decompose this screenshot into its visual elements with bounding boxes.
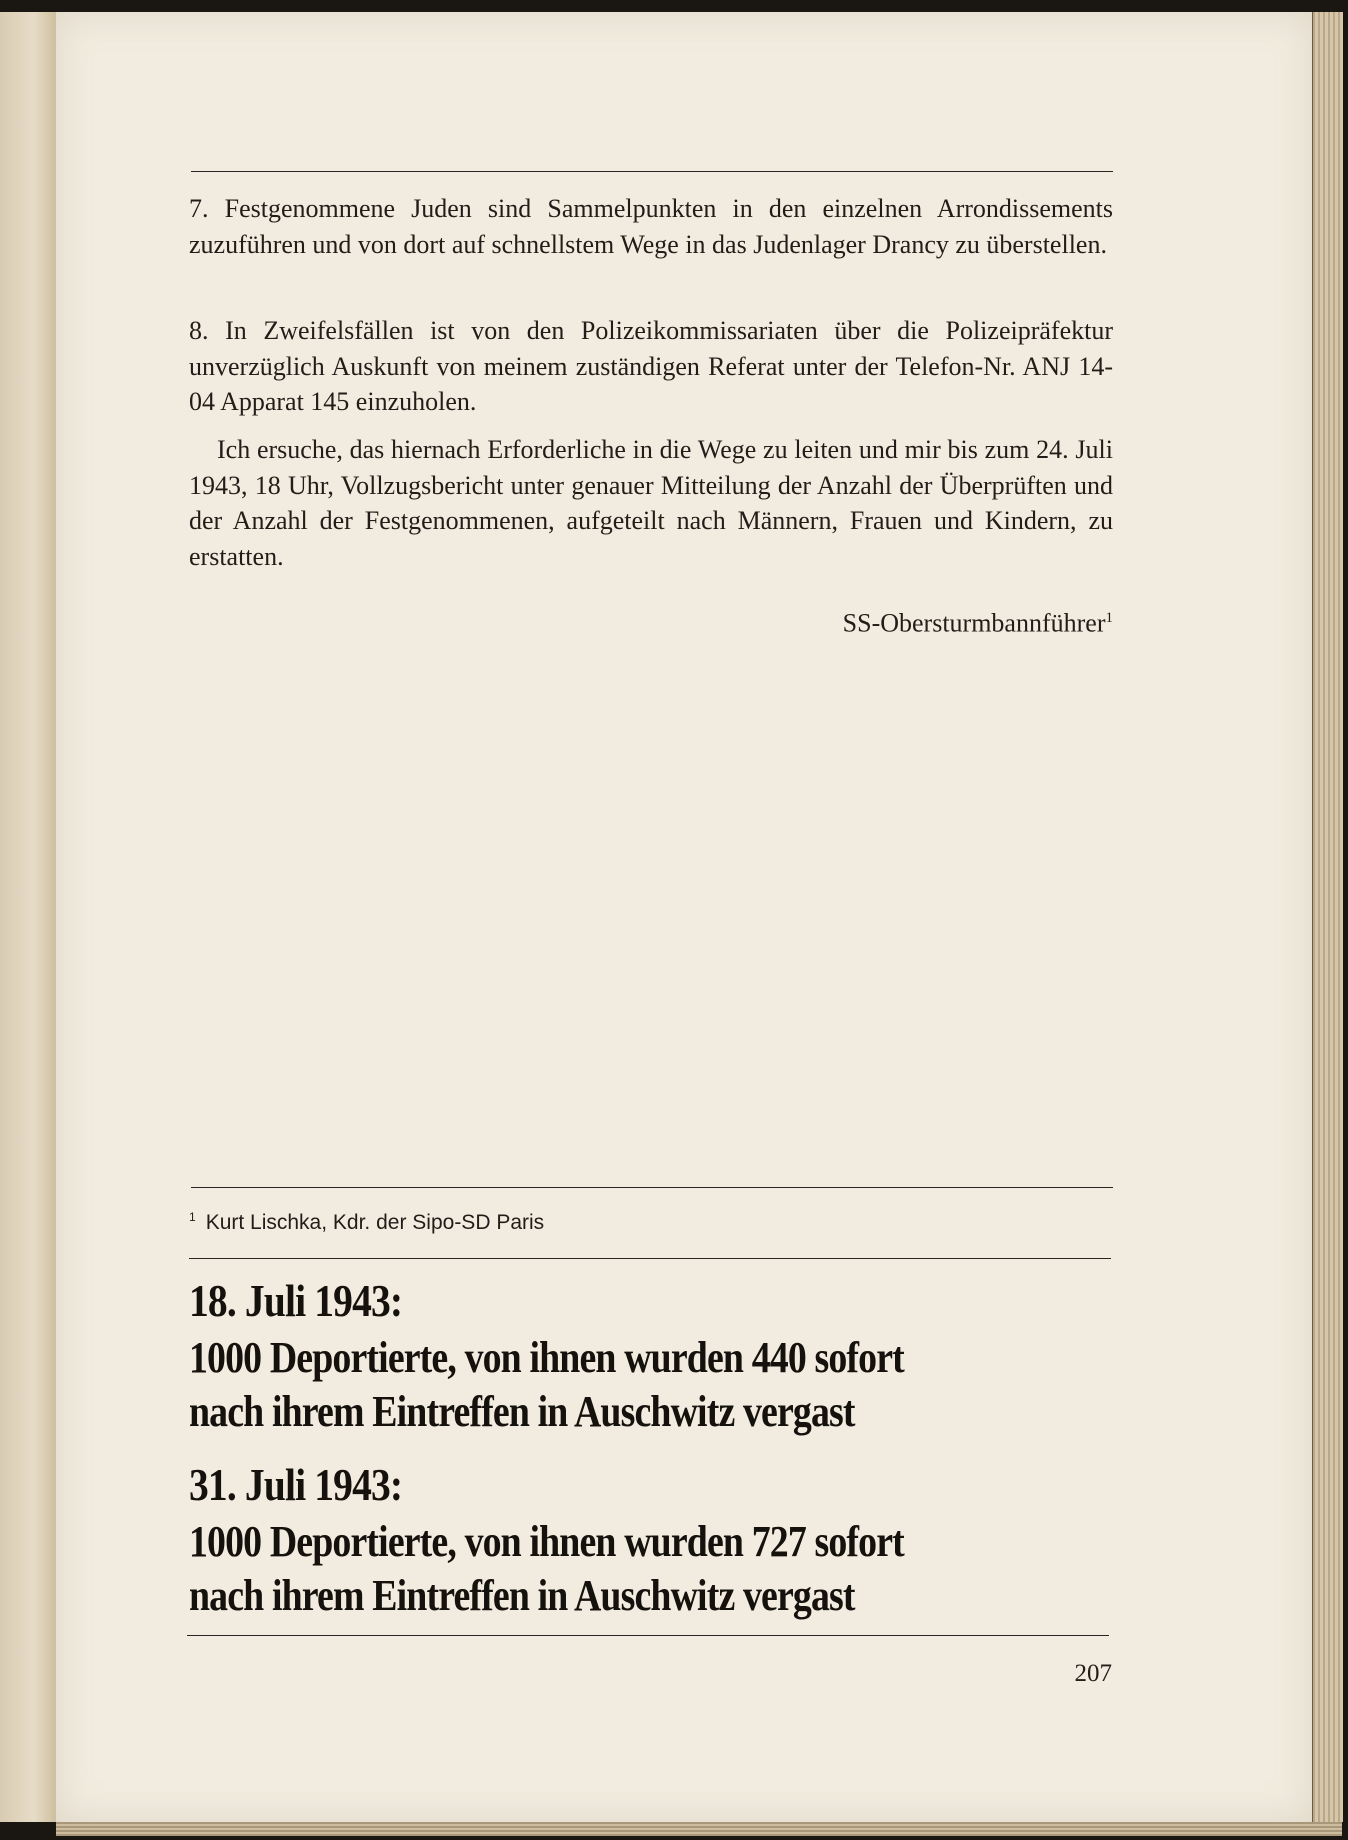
signature <box>189 601 1113 641</box>
event-line: nach ihrem Eintreffen in Auschwitz vergast <box>189 1387 855 1436</box>
headline-top-rule <box>189 1258 1111 1259</box>
headline-bottom-rule <box>187 1635 1109 1636</box>
event-18-july <box>189 1275 984 1439</box>
page-number: 207 <box>1074 1660 1112 1687</box>
paragraph-7-text: 7. Festgenommene Juden sind Sammelpunkten in den einzelnen Arrondissements zuzuführen und von dort auf schnellstem Wege in das Judenlager Drancy zu überstellen. <box>189 194 1113 259</box>
event-line: 1000 Deportierte, von ihnen wurden 727 sofort <box>189 1517 904 1566</box>
event-line: nach ihrem Eintreffen in Auschwitz vergast <box>189 1571 855 1620</box>
signature-text: SS-Obersturmbannführer <box>842 608 1106 638</box>
signature-footnote-mark: 1 <box>1105 610 1113 626</box>
paragraph-7 <box>189 191 1113 262</box>
top-rule <box>191 171 1113 172</box>
paragraph-request-text: Ich ersuche, das hiernach Erforderliche in die Wege zu leiten und mir bis zum 24. Juli 1943, 18 Uhr, Vollzugsbericht unter genauer Mitteilung der Anzahl der Überprüften und der Anzahl der Festgenommenen, aufgeteilt nach Männern, Frauen und Kindern, zu erstatten. <box>189 435 1113 571</box>
event-date: 18. Juli 1943: <box>189 1275 403 1326</box>
footnote-rule <box>191 1187 1113 1188</box>
paragraph-request <box>189 432 1113 574</box>
page-edges-right <box>1312 12 1343 1822</box>
book-gutter <box>0 12 58 1822</box>
footnote-mark: 1 <box>189 1210 196 1224</box>
paragraph-8 <box>189 313 1113 420</box>
page-edges-bottom <box>56 1822 1342 1836</box>
event-31-july <box>189 1459 984 1623</box>
footnote-text: Kurt Lischka, Kdr. der Sipo-SD Paris <box>205 1211 545 1234</box>
event-date: 31. Juli 1943: <box>189 1459 403 1510</box>
paragraph-8-text: 8. In Zweifelsfällen ist von den Polizeikommissariaten über die Polizeipräfektur unverzüglich Auskunft von meinem zuständigen Referat unter der Telefon-Nr. ANJ 14-04 Apparat 145 einzuholen. <box>189 316 1113 416</box>
footnote <box>189 1203 1113 1237</box>
event-line: 1000 Deportierte, von ihnen wurden 440 sofort <box>189 1333 904 1382</box>
